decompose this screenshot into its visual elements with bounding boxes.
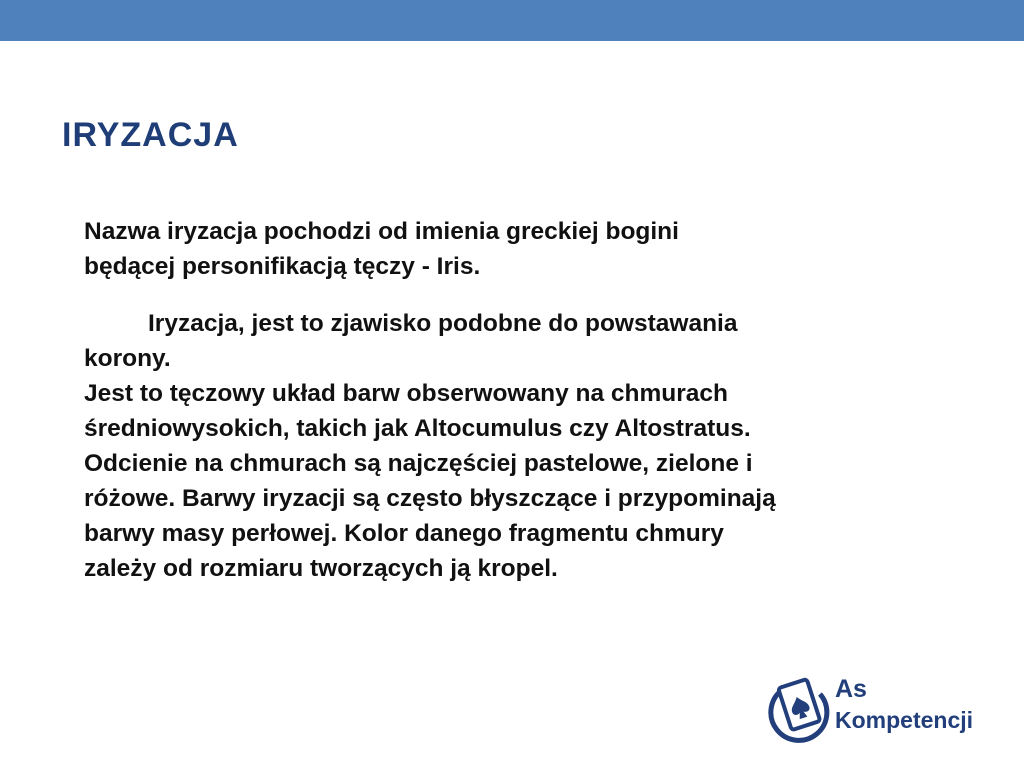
paragraph-2-line: barwy masy perłowej. Kolor danego fragmentu chmury [84, 520, 724, 547]
paragraph-1 [84, 214, 994, 284]
spade-card-icon [768, 672, 832, 746]
logo-text-kompetencji: Kompetencji [835, 707, 974, 733]
paragraph-2-line: zależy od rozmiaru tworzących ją kropel. [84, 555, 558, 582]
paragraph-2-line: Jest to tęczowy układ barw obserwowany na chmurach [84, 380, 728, 407]
logo-text-as: As [835, 675, 867, 703]
paragraph-1-line: Nazwa iryzacja pochodzi od imienia greckiej bogini [84, 218, 679, 245]
slide-title: IRYZACJA [62, 116, 239, 154]
paragraph-2-line: korony. [84, 345, 171, 372]
slide-body [84, 214, 994, 586]
top-accent-bar [0, 0, 1024, 41]
paragraph-2-first-line: Iryzacja, jest to zjawisko podobne do powstawania [148, 310, 738, 337]
paragraph-2-line: różowe. Barwy iryzacji są często błyszczące i przypominają [84, 485, 776, 512]
as-kompetencji-logo[interactable] [768, 672, 998, 746]
paragraph-2 [84, 306, 994, 586]
paragraph-1-line: będącej personifikacją tęczy - Iris. [84, 253, 481, 280]
paragraph-2-line: Odcienie na chmurach są najczęściej pastelowe, zielone i [84, 450, 753, 477]
paragraph-2-line: średniowysokich, takich jak Altocumulus czy Altostratus. [84, 415, 751, 442]
